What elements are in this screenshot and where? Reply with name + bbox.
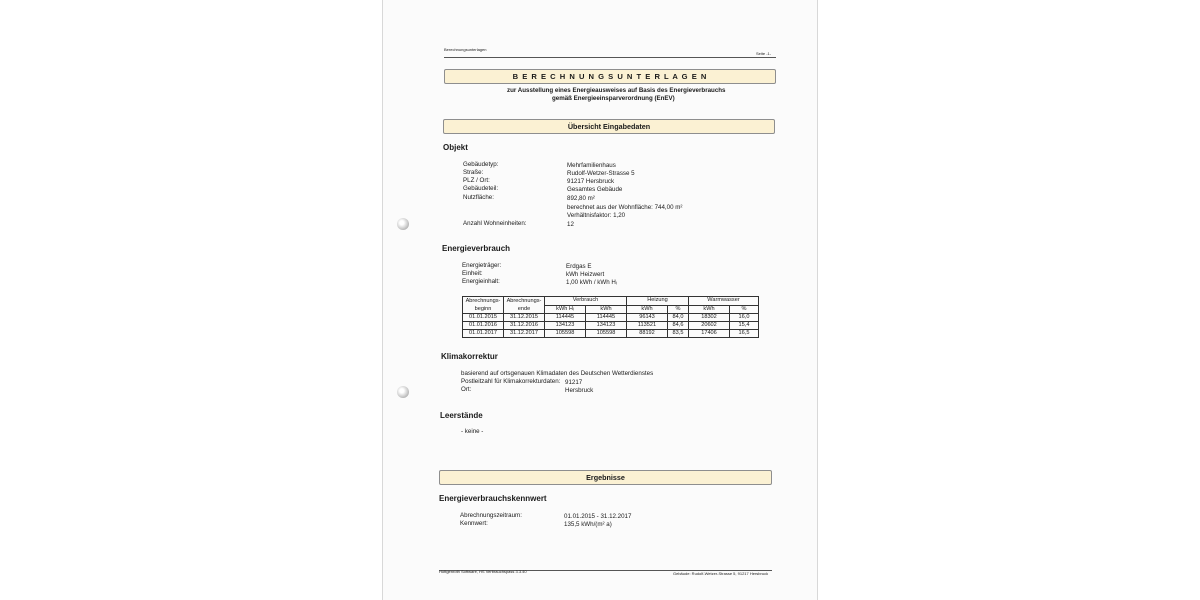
objekt-label: PLZ / Ort: xyxy=(463,177,490,184)
cell-end: 31.12.2016 xyxy=(504,322,545,330)
energie-label: Energieträger: xyxy=(462,262,502,269)
table-row xyxy=(463,330,759,338)
zeitraum-label: Abrechnungszeitraum: xyxy=(460,512,522,519)
objekt-label: Gebäudetyp: xyxy=(463,161,499,168)
cell-v-hi: 134123 xyxy=(545,322,586,330)
verhaeltnis-note: Verhältnisfaktor: 1,20 xyxy=(567,212,626,219)
cell-w-pct: 16,0 xyxy=(730,314,759,322)
section-kennwert: Energieverbrauchskennwert xyxy=(439,494,547,503)
punch-hole-bottom xyxy=(397,386,409,398)
cell-v-kwh: 114445 xyxy=(586,314,627,322)
cell-v-hi: 105598 xyxy=(545,330,586,338)
cell-begin: 01.01.2015 xyxy=(463,314,504,322)
cell-h-kwh: 96143 xyxy=(627,314,668,322)
leerstaende-value: - keine - xyxy=(461,428,484,435)
kennwert-value: 135,5 kWh/(m² a) xyxy=(564,521,612,528)
header-text: ende xyxy=(517,306,531,312)
kennwert-label: Kennwert: xyxy=(460,520,488,527)
klima-basis: basierend auf ortsgenauen Klimadaten des Deutschen Wetterdienstes xyxy=(461,370,654,377)
cell-end: 31.12.2015 xyxy=(504,314,545,322)
objekt-label: Straße: xyxy=(463,169,484,176)
unit-cell: % xyxy=(668,305,689,314)
section-klimakorrektur: Klimakorrektur xyxy=(441,352,498,361)
section-energieverbrauch: Energieverbrauch xyxy=(442,244,511,253)
cell-v-hi: 114445 xyxy=(545,314,586,322)
objekt-value: Gesamtes Gebäude xyxy=(567,186,623,193)
klima-plz-value: 91217 xyxy=(565,379,583,386)
cell-h-pct: 83,5 xyxy=(668,330,689,338)
cell-end: 31.12.2017 xyxy=(504,330,545,338)
cell-h-kwh: 88192 xyxy=(627,330,668,338)
wohneinheiten-label: Anzahl Wohneinheiten: xyxy=(463,220,527,227)
objekt-label: Nutzfläche: xyxy=(463,194,494,201)
cell-w-kwh: 20602 xyxy=(689,322,730,330)
unit-cell: kWh xyxy=(689,305,730,314)
energie-value: 1,00 kWh / kWh Hᵢ xyxy=(566,279,617,286)
energie-label: Energieinhalt: xyxy=(462,278,500,285)
cell-begin: 01.01.2017 xyxy=(463,330,504,338)
klima-plz-label: Postleitzahl für Klimakorrekturdaten: xyxy=(461,378,561,385)
title-sub2: gemäß Energieeinsparverordnung (EnEV) xyxy=(552,95,675,102)
cell-w-pct: 15,4 xyxy=(730,322,759,330)
table-row xyxy=(463,314,759,322)
ergebnisse-box: Ergebnisse xyxy=(439,470,772,485)
objekt-value: Rudolf-Wetzer-Strasse 5 xyxy=(567,170,635,177)
klima-ort-label: Ort: xyxy=(461,386,472,393)
cell-begin: 01.01.2016 xyxy=(463,322,504,330)
table-row xyxy=(463,322,759,330)
header-cell: Warmwasser xyxy=(689,297,759,306)
header-rule xyxy=(444,57,776,58)
section-leerstaende: Leerstände xyxy=(440,411,483,420)
objekt-value: 91217 Hersbruck xyxy=(567,178,615,185)
wohneinheiten-value: 12 xyxy=(567,221,574,228)
table-header-row xyxy=(463,297,759,306)
header-cell: Verbrauch xyxy=(545,297,627,306)
unit-cell: kWh xyxy=(586,305,627,314)
header-cell xyxy=(504,297,545,314)
header-right: Seite -1- xyxy=(756,51,772,56)
title-box: B E R E C H N U N G S U N T E R L A G E N xyxy=(444,69,776,84)
header-text: Abrechnungs- xyxy=(465,298,501,304)
nutzflaeche-note: berechnet aus der Wohnfläche: 744,00 m² xyxy=(567,204,683,211)
punch-hole-top xyxy=(397,218,409,230)
zeitraum-value: 01.01.2015 - 31.12.2017 xyxy=(564,513,632,520)
footer-left: Hottgenroth Software, HS Verbrauchspass 3.3.40 xyxy=(439,569,527,574)
klima-ort-value: Hersbruck xyxy=(565,387,594,394)
overview-box: Übersicht Eingabedaten xyxy=(443,119,775,134)
energie-value: Erdgas E xyxy=(566,263,592,270)
section-objekt: Objekt xyxy=(443,143,468,152)
cell-v-kwh: 134123 xyxy=(586,322,627,330)
cell-h-pct: 84,6 xyxy=(668,322,689,330)
header-cell: Heizung xyxy=(627,297,689,306)
objekt-value: Mehrfamilienhaus xyxy=(567,162,616,169)
cell-w-kwh: 18302 xyxy=(689,314,730,322)
footer-right: Gebäude: Rudolf-Wetzer-Strasse 5, 91217 Hersbruck xyxy=(673,571,769,576)
cell-v-kwh: 105598 xyxy=(586,330,627,338)
cell-w-kwh: 17406 xyxy=(689,330,730,338)
consumption-table xyxy=(462,296,759,338)
cell-w-pct: 16,5 xyxy=(730,330,759,338)
header-text: beginn xyxy=(474,306,492,312)
objekt-value: 892,80 m² xyxy=(567,195,595,202)
cell-h-pct: 84,0 xyxy=(668,314,689,322)
cell-h-kwh: 113521 xyxy=(627,322,668,330)
header-text: Abrechnungs- xyxy=(506,298,542,304)
title-sub1: zur Ausstellung eines Energieausweises auf Basis des Energieverbrauchs xyxy=(507,87,726,94)
unit-cell: kWh Hᵢ xyxy=(545,305,586,314)
objekt-label: Gebäudeteil: xyxy=(463,185,499,192)
header-cell xyxy=(463,297,504,314)
energie-value: kWh Heizwert xyxy=(566,271,605,278)
unit-cell: % xyxy=(730,305,759,314)
unit-cell: kWh xyxy=(627,305,668,314)
header-left: Berechnungsunterlagen xyxy=(444,47,487,52)
energie-label: Einheit: xyxy=(462,270,483,277)
